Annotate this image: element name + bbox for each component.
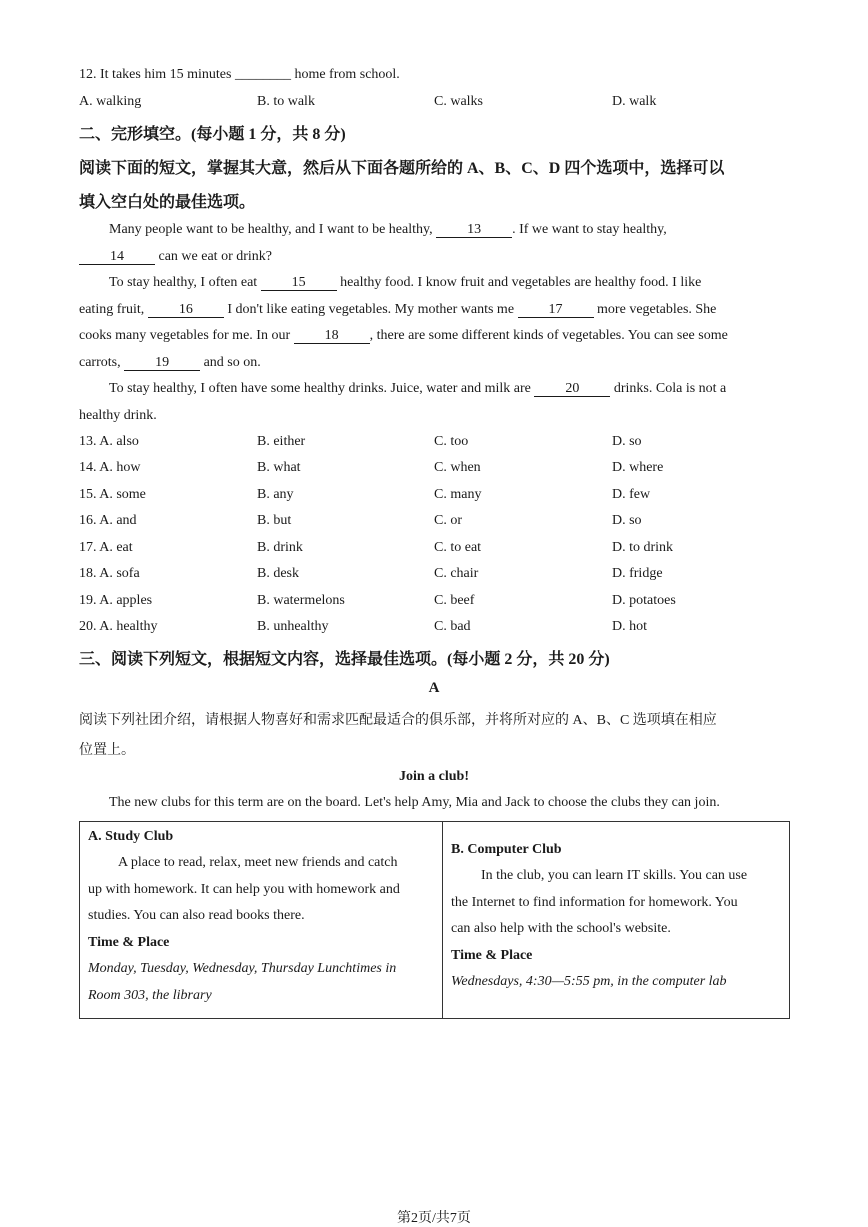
passage-line-2: 14 can we eat or drink? (79, 249, 272, 265)
section-2-instruction-line2: 填入空白处的最佳选项。 (79, 194, 256, 211)
q18-option-d: D. fridge (612, 566, 663, 581)
computer-club-desc-1: In the club, you can learn IT skills. You can use (481, 868, 748, 883)
q15-option-d: D. few (612, 487, 651, 502)
q17-option-d: D. to drink (612, 540, 674, 555)
q17-option-c: C. to eat (434, 540, 482, 555)
passage-line-1: Many people want to be healthy, and I want to be healthy, 13 . If we want to stay healthy, (109, 222, 667, 237)
q20-option-b: B. unhealthy (257, 619, 329, 634)
article-intro: The new clubs for this term are on the board. Let's help Amy, Mia and Jack to choose the clubs they can join. (109, 795, 720, 810)
study-club-title: A. Study Club (88, 829, 174, 844)
passage-line-6: carrots, 19 and so on. (79, 355, 261, 370)
q18-option-c: C. chair (434, 566, 479, 581)
q19-option-d: D. potatoes (612, 593, 676, 608)
q16-option-a: 16. A. and (79, 513, 137, 528)
computer-club-desc-2: the Internet to find information for homework. You (451, 895, 738, 910)
section-2-instruction-line1: 阅读下面的短文，掌握其大意，然后从下面各题所给的 A、B、C、D 四个选项中，选择可以 (79, 160, 725, 177)
q15-option-c: C. many (434, 487, 482, 502)
blank-15: 15 (261, 276, 337, 291)
q16-option-b: B. but (257, 513, 292, 528)
article-title: Join a club! (398, 769, 469, 784)
computer-club-time-1: Wednesdays, 4:30—5:55 pm, in the computer lab (451, 974, 727, 989)
blank-16: 16 (148, 303, 224, 318)
study-club-time-2: Room 303, the library (88, 988, 212, 1003)
passage-line-5: cooks many vegetables for me. In our 18 , there are some different kinds of vegetables. You can see some (79, 328, 728, 343)
page-number-footer: 第2页/共7页 (397, 1211, 471, 1226)
blank-19: 19 (124, 356, 200, 371)
q17-option-b: B. drink (257, 540, 303, 555)
q16-option-c: C. or (434, 513, 462, 528)
q14-option-b: B. what (257, 460, 301, 475)
q13-option-c: C. too (434, 434, 469, 449)
q13-option-b: B. either (257, 434, 306, 449)
blank-13: 13 (436, 223, 512, 238)
q19-option-b: B. watermelons (257, 593, 345, 608)
study-club-time-label: Time & Place (88, 935, 170, 950)
computer-club-time-label: Time & Place (451, 948, 533, 963)
blank-17: 17 (518, 303, 594, 318)
computer-club-desc-3: can also help with the school's website. (451, 921, 671, 936)
section-2-title: 二、完形填空。(每小题 1 分，共 8 分) (79, 126, 346, 143)
q14-option-c: C. when (434, 460, 481, 475)
computer-club-cell (443, 822, 790, 1019)
passage-line-7: To stay healthy, I often have some healthy drinks. Juice, water and milk are 20 drinks. Cola is not a (109, 381, 727, 396)
clubs-table (79, 821, 790, 1019)
computer-club-title: B. Computer Club (451, 842, 562, 857)
section-3-instruction-line2: 位置上。 (79, 743, 135, 758)
q12-option-c: C. walks (434, 94, 483, 109)
passage-line-3: To stay healthy, I often eat 15 healthy food. I know fruit and vegetables are healthy food. I like (109, 275, 702, 290)
q12-option-d: D. walk (612, 94, 657, 109)
blank-18: 18 (294, 329, 370, 344)
q20-option-d: D. hot (612, 619, 647, 634)
q14-option-d: D. where (612, 460, 664, 475)
blank-20: 20 (534, 382, 610, 397)
blank-14: 14 (79, 250, 155, 265)
q19-option-c: C. beef (434, 593, 475, 608)
section-3-title: 三、阅读下列短文，根据短文内容，选择最佳选项。(每小题 2 分，共 20 分) (79, 651, 610, 668)
q20-option-c: C. bad (434, 619, 471, 634)
q15-option-a: 15. A. some (79, 487, 146, 502)
q18-option-a: 18. A. sofa (79, 566, 140, 581)
question-12-stem: 12. It takes him 15 minutes ________ home from school. (79, 67, 400, 82)
study-club-desc-2: up with homework. It can help you with homework and (88, 882, 400, 897)
study-club-desc-1: A place to read, relax, meet new friends and catch (118, 855, 398, 870)
q12-option-a: A. walking (79, 94, 142, 109)
q13-option-a: 13. A. also (79, 434, 139, 449)
q15-option-b: B. any (257, 487, 294, 502)
q12-option-b: B. to walk (257, 94, 315, 109)
q17-option-a: 17. A. eat (79, 540, 133, 555)
q19-option-a: 19. A. apples (79, 593, 153, 608)
q18-option-b: B. desk (257, 566, 299, 581)
q13-option-d: D. so (612, 434, 642, 449)
study-club-cell (80, 822, 443, 1019)
q20-option-a: 20. A. healthy (79, 619, 158, 634)
part-a-label: A (428, 680, 440, 696)
passage-line-4: eating fruit, 16 I don't like eating vegetables. My mother wants me 17 more vegetables. She (79, 302, 717, 317)
study-club-desc-3: studies. You can also read books there. (88, 908, 305, 923)
section-3-instruction-line1: 阅读下列社团介绍，请根据人物喜好和需求匹配最适合的俱乐部，并将所对应的 A、B、C 选项填在相应 (79, 713, 717, 728)
q14-option-a: 14. A. how (79, 460, 141, 475)
study-club-time-1: Monday, Tuesday, Wednesday, Thursday Lunchtimes in (88, 961, 397, 976)
passage-line-8: healthy drink. (79, 408, 157, 423)
q16-option-d: D. so (612, 513, 642, 528)
